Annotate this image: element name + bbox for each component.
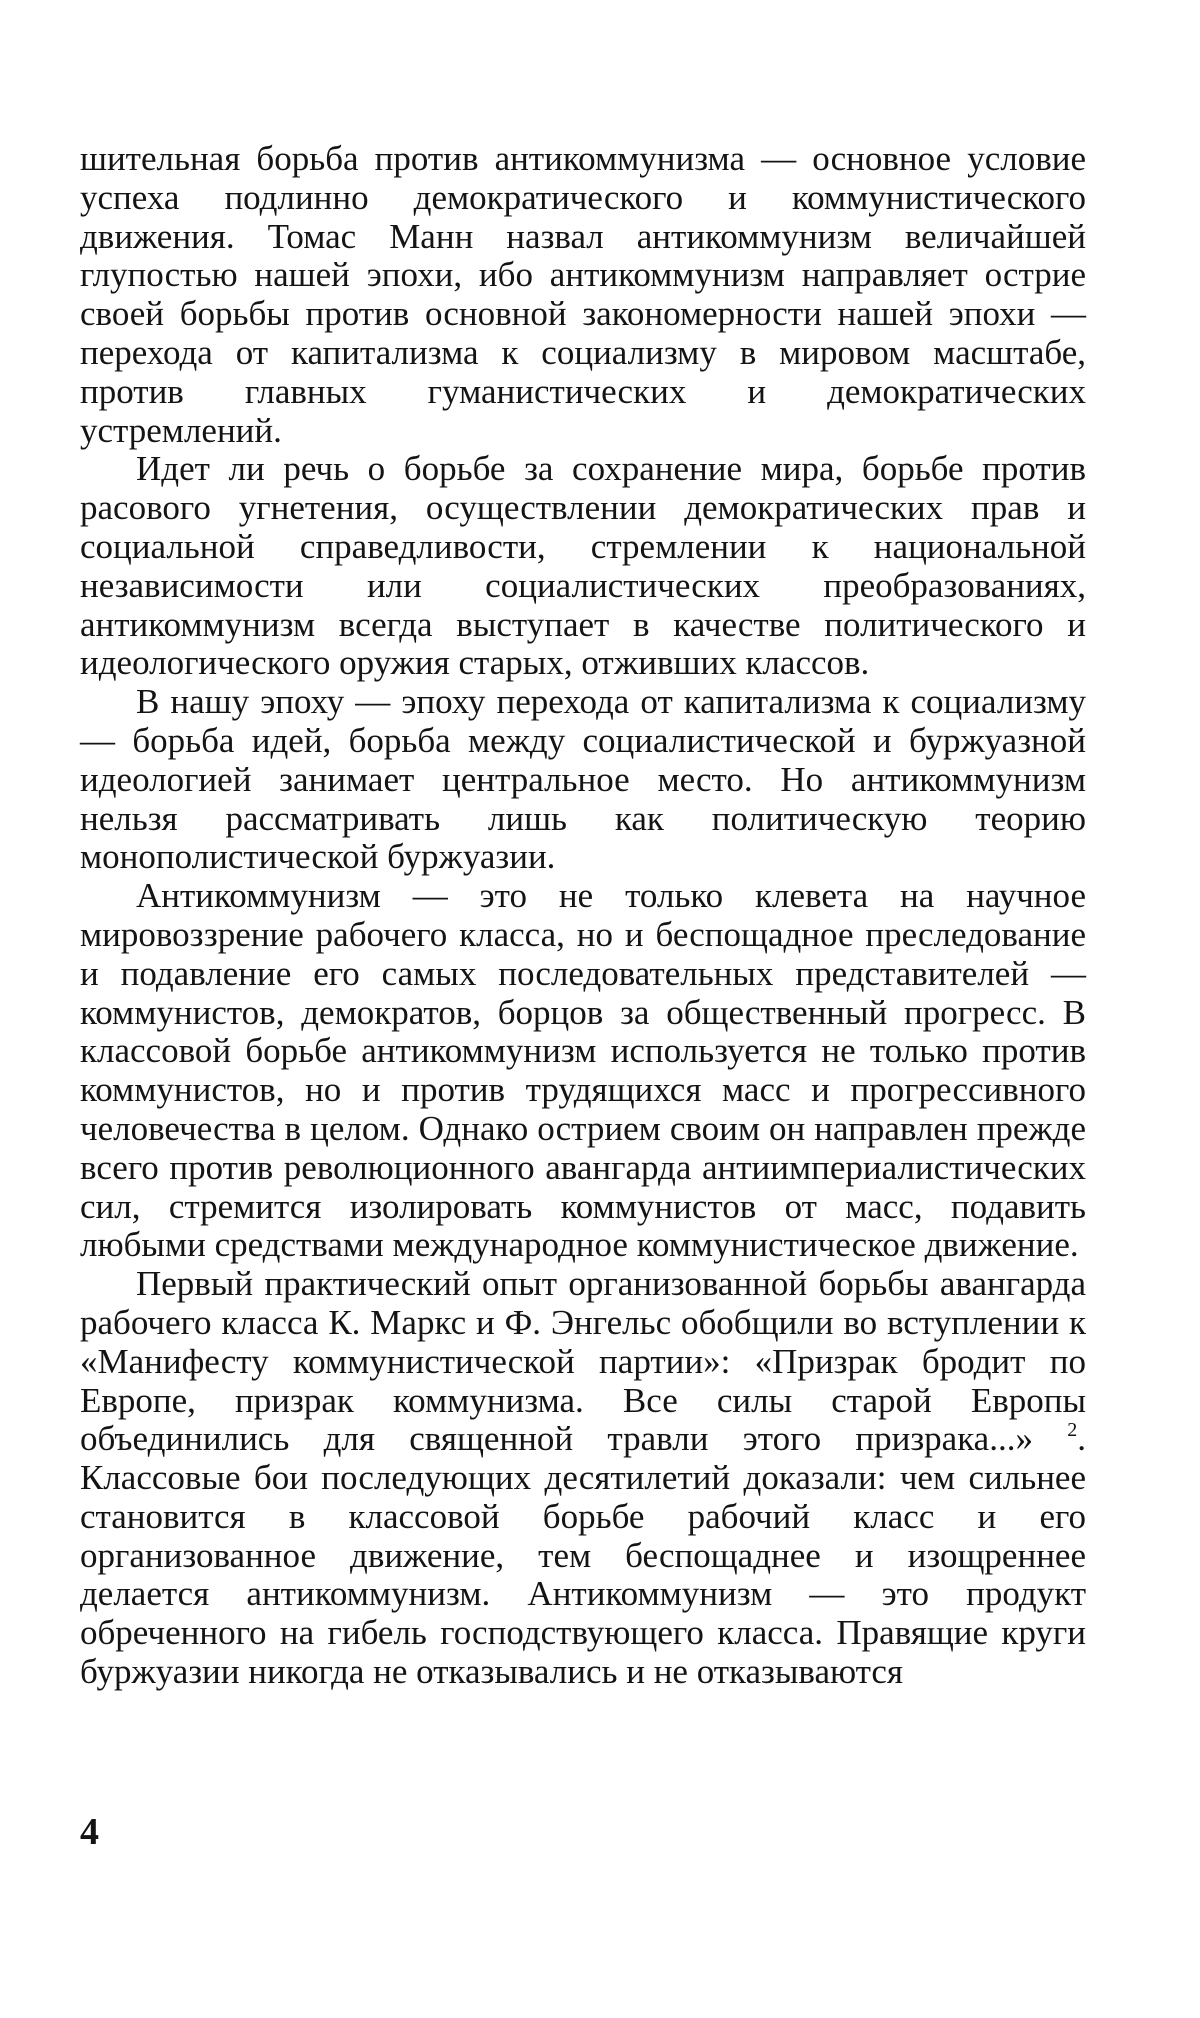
paragraph-5-text-before: Первый практический опыт организованной борьбы авангарда рабочего класса К. Маркс и Ф. Энгельс обобщили во вступлении к «Манифесту коммунистической партии»: «Призрак бродит по Европе, призрак коммунизма. Все силы старой Европы объединились для священной травли этого призрака...» xyxy=(80,1264,1086,1459)
paragraph-1: шительная борьба против антикоммунизма — основное условие успеха подлинно демократического и коммунистического движения. Томас Манн назвал антикоммунизм величайшей глупостью нашей эпохи, ибо антикоммунизм направляет острие своей борьбы против основной закономерности нашей эпохи — перехода от капитализма к социализму в мировом масштабе, против главных гуманистических и демократических устремлений. xyxy=(80,139,1086,450)
paragraph-5-text-after: . Классовые бои последующих десятилетий доказали: чем сильнее становится в классовой борьбе рабочий класс и его организованное движение, тем беспощаднее и изощреннее делается антикоммунизм. Антикоммунизм — это продукт обреченного на гибель господствующего класса. Правящие круги буржуазии никогда не отказывались и не отказываются xyxy=(80,1419,1086,1692)
paragraph-4: Антикоммунизм — это не только клевета на научное мировоззрение рабочего класса, но и беспощадное преследование и подавление его самых последовательных представителей — коммунистов, демократов, борцов за общественный прогресс. В классовой борьбе антикоммунизм используется не только против коммунистов, но и против трудящихся масс и прогрессивного человечества в целом. Однако острием своим он направлен прежде всего против революционного авангарда антиимпериалистических сил, стремится изолировать коммунистов от масс, подавить любыми средствами международное коммунистическое движение. xyxy=(80,876,1086,1265)
footnote-reference: 2 xyxy=(1067,1419,1078,1442)
page-body-text xyxy=(80,140,1086,1692)
paragraph-2: Идет ли речь о борьбе за сохранение мира, борьбе против расового угнетения, осуществлении демократических прав и социальной справедливости, стремлении к национальной независимости или социалистических преобразованиях, антикоммунизм всегда выступает в качестве политического и идеологического оружия старых, отживших классов. xyxy=(80,449,1086,683)
page-number: 4 xyxy=(80,1811,99,1853)
paragraph-5 xyxy=(80,1265,1086,1692)
paragraph-3: В нашу эпоху — эпоху перехода от капитализма к социализму — борьба идей, борьба между социалистической и буржуазной идеологией занимает центральное место. Но антикоммунизм нельзя рассматривать лишь как политическую теорию монополистической буржуазии. xyxy=(80,682,1086,877)
